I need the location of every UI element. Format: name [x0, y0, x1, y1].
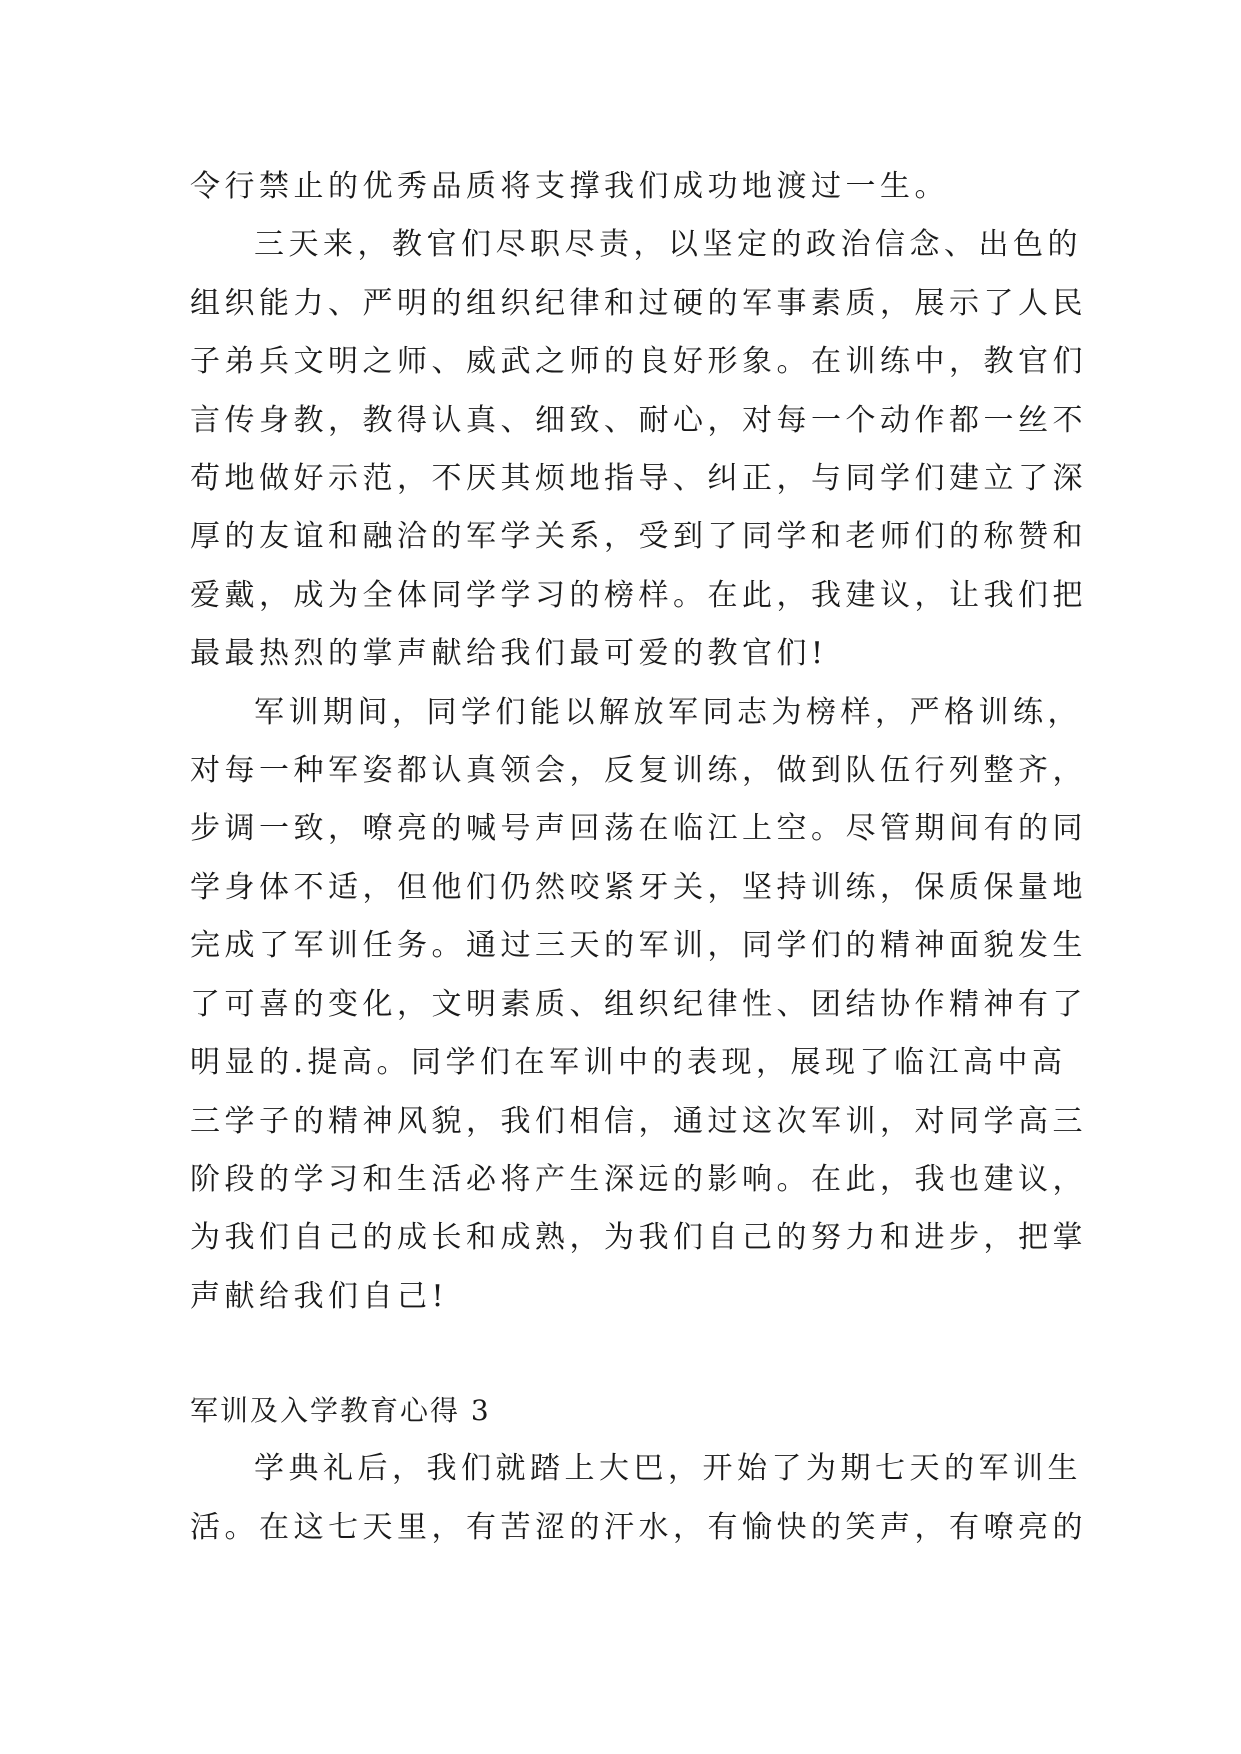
paragraph-2: [190, 216, 1087, 683]
text-line: 了可喜的变化，文明素质、组织纪律性、团结协作精神有了: [190, 986, 1087, 1022]
section-spacer: [190, 1326, 1070, 1382]
text-line: 步调一致，嘹亮的喊号声回荡在临江上空。尽管期间有的同: [190, 811, 1087, 847]
text-line: 学身体不适，但他们仍然咬紧牙关，坚持训练，保质保量地: [190, 869, 1087, 905]
text-line: 言传身教，教得认真、细致、耐心，对每一个动作都一丝不: [190, 402, 1087, 438]
text-line: 声献给我们自己!: [190, 1278, 449, 1314]
paragraph-4: [190, 1440, 1087, 1557]
paragraph-3: [190, 684, 1087, 1326]
text-line: 爱戴，成为全体同学学习的榜样。在此，我建议，让我们把: [190, 577, 1087, 613]
text-line: 最最热烈的掌声献给我们最可爱的教官们!: [190, 636, 828, 672]
text-line: 明显的.提高。同学们在军训中的表现，展现了临江高中高: [190, 1045, 1067, 1081]
text-line: 令行禁止的优秀品质将支撑我们成功地渡过一生。: [190, 169, 949, 204]
text-line: 军训期间，同学们能以解放军同志为榜样，严格训练，: [254, 694, 1082, 730]
text-line: 对每一种军姿都认真领会，反复训练，做到队伍行列整齐，: [190, 753, 1087, 789]
paragraph-1: [190, 158, 1070, 216]
document-body: [190, 158, 1087, 1557]
text-line: 组织能力、严明的组织纪律和过硬的军事素质，展示了人民: [190, 285, 1087, 321]
text-line: 三学子的精神风貌，我们相信，通过这次军训，对同学高三: [190, 1103, 1087, 1139]
section-title: 军训及入学教育心得 3: [190, 1394, 491, 1428]
text-line: 完成了军训任务。通过三天的军训，同学们的精神面貌发生: [190, 928, 1087, 964]
text-line: 三天来，教官们尽职尽责，以坚定的政治信念、出色的: [254, 227, 1082, 263]
text-line: 活。在这七天里，有苦涩的汗水，有愉快的笑声，有嘹亮的: [190, 1509, 1087, 1545]
text-line: 为我们自己的成长和成熟，为我们自己的努力和进步，把掌: [190, 1220, 1087, 1256]
text-line: 厚的友谊和融洽的军学关系，受到了同学和老师们的称赞和: [190, 519, 1087, 555]
text-line: 阶段的学习和生活必将产生深远的影响。在此，我也建议，: [190, 1161, 1087, 1197]
text-line: 苟地做好示范，不厌其烦地指导、纠正，与同学们建立了深: [190, 461, 1087, 497]
text-line: 学典礼后，我们就踏上大巴，开始了为期七天的军训生: [254, 1451, 1082, 1487]
text-line: 子弟兵文明之师、威武之师的良好形象。在训练中，教官们: [190, 344, 1087, 380]
